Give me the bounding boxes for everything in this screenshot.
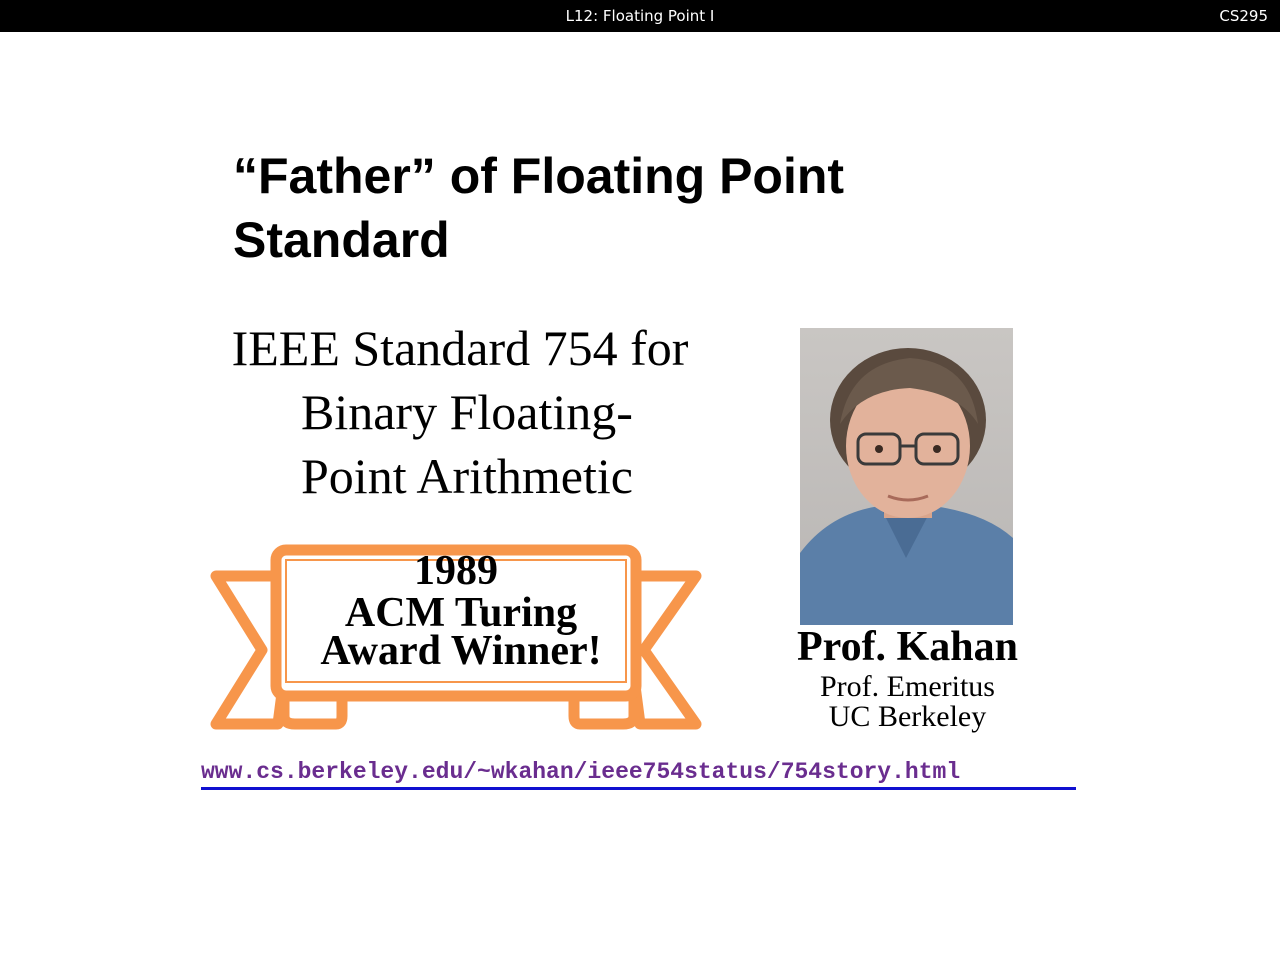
- professor-caption: [770, 622, 1045, 732]
- slide-title: [233, 144, 993, 272]
- course-code: CS295: [1219, 7, 1268, 25]
- professor-title: Prof. Emeritus: [820, 670, 995, 703]
- standard-line-1: IEEE Standard 754 for: [231, 320, 689, 376]
- award-text: [286, 548, 636, 674]
- slide-title-line-1: “Father” of Floating Point: [233, 148, 845, 204]
- portrait-photo: [800, 328, 1013, 625]
- slide-title-line-2: Standard: [233, 212, 450, 268]
- story-link[interactable]: www.cs.berkeley.edu/~wkahan/ieee754status/754story.html: [201, 757, 1076, 790]
- professor-name: Prof. Kahan: [797, 624, 1018, 670]
- top-bar: [0, 0, 1280, 32]
- standard-line-3: Point Arithmetic: [301, 448, 633, 504]
- award-year: 1989: [414, 548, 498, 594]
- professor-affiliation: UC Berkeley: [828, 700, 987, 733]
- award-line-1: ACM Turing: [344, 590, 578, 636]
- lecture-title: L12: Floating Point I: [565, 7, 715, 25]
- standard-description: [205, 316, 715, 508]
- award-line-2: Award Winner!: [320, 628, 602, 674]
- standard-line-2: Binary Floating-: [301, 384, 633, 440]
